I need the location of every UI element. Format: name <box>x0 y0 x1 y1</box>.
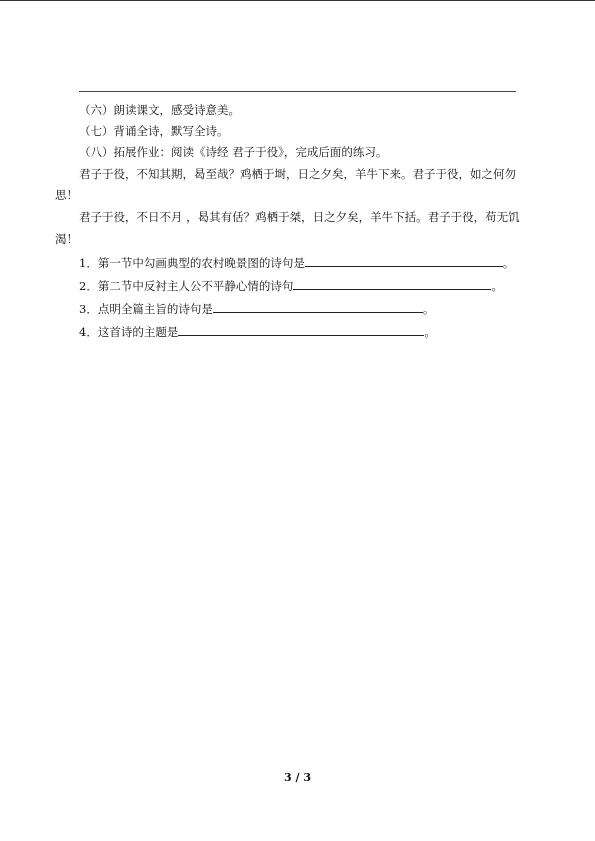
item-7: （七）背诵全诗，默写全诗。 <box>79 124 229 138</box>
question-4 <box>79 324 436 339</box>
poem-stanza-1-line-1: 君子于役，不知其期，曷至哉？鸡栖于埘，日之夕矣，羊牛下来。君子于役，如之何勿 <box>79 167 516 181</box>
question-2-text: 2．第二节中反衬主人公不平静心情的诗句 <box>79 279 294 293</box>
question-3-answer-blank[interactable] <box>213 301 423 313</box>
question-3 <box>79 301 434 316</box>
question-2 <box>79 278 503 293</box>
question-4-text: 4．这首诗的主题是 <box>79 325 179 339</box>
question-2-answer-blank[interactable] <box>293 278 491 290</box>
page-number: 3 / 3 <box>284 771 311 784</box>
question-3-text: 3．点明全篇主旨的诗句是 <box>79 302 213 316</box>
question-3-end: 。 <box>422 302 435 316</box>
item-6: （六）朗读课文，感受诗意美。 <box>79 103 240 117</box>
header-rule <box>79 91 516 92</box>
question-1 <box>79 255 514 270</box>
question-4-answer-blank[interactable] <box>178 324 424 336</box>
question-4-end: 。 <box>424 325 436 339</box>
question-1-end: 。 <box>502 256 515 270</box>
question-2-end: 。 <box>491 279 503 293</box>
poem-stanza-2-line-2: 渴！ <box>55 232 78 246</box>
poem-stanza-2-line-1: 君子于役，不日不月 ，曷其有佸？鸡栖于桀，日之夕矣，羊牛下括。君子于役，苟无饥 <box>79 210 520 224</box>
question-1-answer-blank[interactable] <box>305 255 503 267</box>
poem-stanza-1-line-2: 思！ <box>55 188 78 202</box>
page-top-border <box>0 0 595 1</box>
item-8: （八）拓展作业：阅读《诗经 君子于役》，完成后面的练习。 <box>79 145 388 159</box>
question-1-text: 1．第一节中勾画典型的农村晚景图的诗句是 <box>79 256 305 270</box>
